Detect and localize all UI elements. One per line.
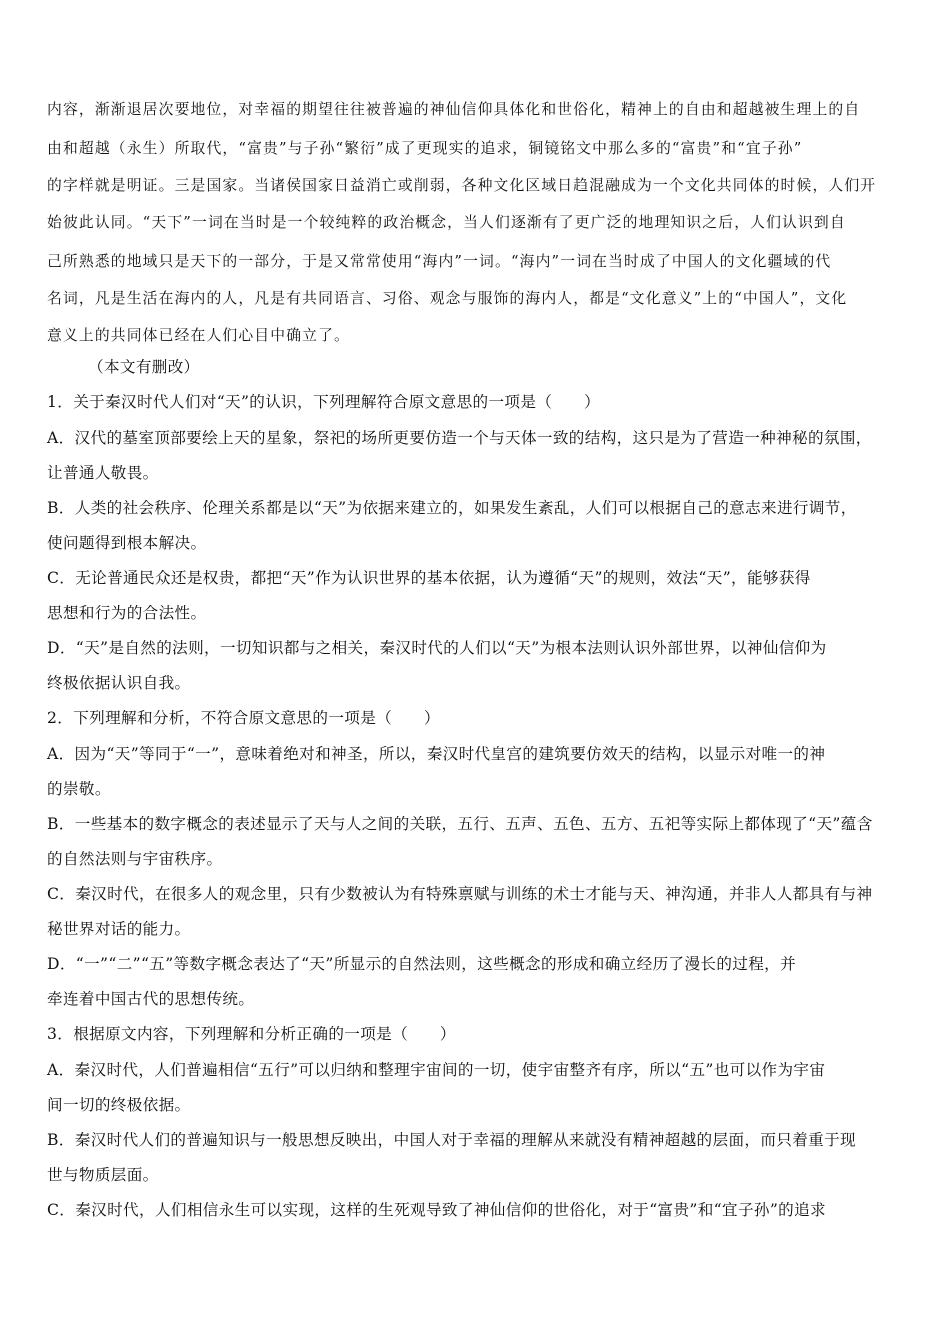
option-line: 的崇敬。 <box>47 780 111 798</box>
option-line: C．无论普通民众还是权贵，都把“天”作为认识世界的基本依据，认为遵循“天”的规则，效法“天”，能够获得 <box>47 569 811 587</box>
option-line: A．汉代的墓室顶部要绘上天的星象，祭祀的场所更要仿造一个与天体一致的结构，这只是为了营造一种神秘的氛围， <box>47 429 872 447</box>
option-line: B．一些基本的数字概念的表述显示了天与人之间的关联，五行、五声、五色、五方、五祀等实际上都体现了“天”蕴含 <box>47 815 873 833</box>
option-line: 牵连着中国古代的思想传统。 <box>47 990 255 1008</box>
question-stem: 3．根据原文内容，下列理解和分析正确的一项是（ ） <box>47 1025 456 1043</box>
option-line: 让普通人敬畏。 <box>47 464 159 482</box>
passage-line: 己所熟悉的地域只是天下的一部分，于是又常常使用“海内”一词。“海内”一词在当时成了中国人的文化疆域的代 <box>47 253 832 270</box>
question-stem: 2．下列理解和分析，不符合原文意思的一项是（ ） <box>47 709 440 727</box>
passage-line: 意义上的共同体已经在人们心目中确立了。 <box>47 327 350 344</box>
passage-line: 名词，凡是生活在海内的人，凡是有共同语言、习俗、观念与服饰的海内人，都是“文化意义”上的“中国人”，文化 <box>47 290 848 307</box>
passage-line: 内容，渐渐退居次要地位，对幸福的期望往往被普遍的神仙信仰具体化和世俗化，精神上的自由和超越被生理上的自 <box>47 101 861 118</box>
option-line: 思想和行为的合法性。 <box>47 604 207 622</box>
option-line: D．“天”是自然的法则，一切知识都与之相关，秦汉时代的人们以“天”为根本法则认识外部世界，以神仙信仰为 <box>47 639 827 657</box>
passage-line: 始彼此认同。“天下”一词在当时是一个较纯粹的政治概念，当人们逐渐有了更广泛的地理知识之后，人们认识到自 <box>47 214 846 231</box>
option-line: 世与物质层面。 <box>47 1166 159 1184</box>
question-stem: 1．关于秦汉时代人们对“天”的认识，下列理解符合原文意思的一项是（ ） <box>47 393 601 411</box>
option-line: 使问题得到根本解决。 <box>47 534 207 552</box>
option-line: B．人类的社会秩序、伦理关系都是以“天”为依据来建立的，如果发生紊乱，人们可以根据自己的意志来进行调节， <box>47 499 857 517</box>
passage-line: 由和超越（永生）所取代，“富贵”与子孙“繁衍”成了更现实的追求，铜镜铭文中那么多的“富贵”和“宜子孙” <box>47 140 803 157</box>
option-line: 终极依据认识自我。 <box>47 674 191 692</box>
option-line: A．因为“天”等同于“一”，意味着绝对和神圣，所以，秦汉时代皇宫的建筑要仿效天的结构，以显示对唯一的神 <box>47 745 826 763</box>
option-line: A．秦汉时代，人们普遍相信“五行”可以归纳和整理宇宙间的一切，使宇宙整齐有序，所以“五”也可以作为宇宙 <box>47 1061 826 1079</box>
option-line: D．“一”“二”“五”等数字概念表达了“天”所显示的自然法则，这些概念的形成和确立经历了漫长的过程，并 <box>47 955 797 973</box>
option-line: 秘世界对话的能力。 <box>47 920 191 938</box>
option-line: C．秦汉时代，在很多人的观念里，只有少数被认为有特殊禀赋与训练的术士才能与天、神沟通，并非人人都具有与神 <box>47 885 873 903</box>
revision-note: （本文有删改） <box>88 358 200 376</box>
option-line: 间一切的终极依据。 <box>47 1096 191 1114</box>
option-line: B．秦汉时代人们的普遍知识与一般思想反映出，中国人对于幸福的理解从来就没有精神超越的层面，而只着重于现 <box>47 1131 856 1149</box>
option-line: 的自然法则与宇宙秩序。 <box>47 850 223 868</box>
passage-line: 的字样就是明证。三是国家。当诸侯国家日益消亡或削弱，各种文化区域日趋混融成为一个文化共同体的时候，人们开 <box>47 177 877 194</box>
option-line: C．秦汉时代，人们相信永生可以实现，这样的生死观导致了神仙信仰的世俗化，对于“富贵”和“宜子孙”的追求 <box>47 1201 826 1219</box>
